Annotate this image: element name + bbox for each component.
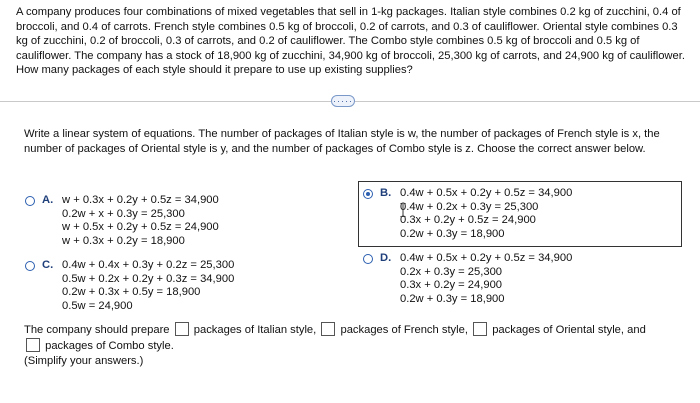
answer-prefix: The company should prepare <box>24 324 170 336</box>
option-letter: D. <box>380 252 392 264</box>
equation-line: w + 0.3x + 0.2y = 18,900 <box>62 234 185 247</box>
equation-line: w + 0.5x + 0.2y + 0.5z = 24,900 <box>62 221 219 233</box>
equation-line: 0.5w + 0.2x + 0.2y + 0.3z = 34,900 <box>62 272 235 285</box>
equation-line: 0.5w = 24,900 <box>62 299 133 312</box>
equation-line: 0.2w + 0.3x + 0.5y = 18,900 <box>62 286 201 298</box>
answer-italian-label: packages of Italian style, <box>193 324 317 336</box>
radio-button-icon[interactable] <box>363 189 373 199</box>
equation-line: 0.4w + 0.5x + 0.2y + 0.5z = 34,900 <box>400 187 573 199</box>
text-cursor-icon <box>400 203 406 217</box>
radio-button-icon[interactable] <box>25 261 35 271</box>
equation-line: 0.2w + x + 0.3y = 25,300 <box>62 207 185 220</box>
option-letter: A. <box>42 194 54 206</box>
equation-system <box>62 194 219 248</box>
equation-line: 0.4w + 0.2x + 0.3y = 25,300 <box>400 200 539 213</box>
equation-line: 0.4w + 0.5x + 0.2y + 0.5z = 34,900 <box>400 252 573 264</box>
question-instructions: Write a linear system of equations. The number of packages of Italian style is w, the number of packages of French style is x, the number of packages of Oriental style is y, and the number of packages of Combo style is z. Choose the correct answer below. <box>24 128 660 155</box>
oriental-answer-input[interactable] <box>473 322 487 336</box>
option-letter: B. <box>380 187 392 199</box>
equation-system <box>400 187 572 241</box>
french-answer-input[interactable] <box>321 322 335 336</box>
radio-button-icon[interactable] <box>363 254 373 264</box>
answer-french-label: packages of French style, <box>340 324 468 336</box>
combo-answer-input[interactable] <box>26 338 40 352</box>
answer-combo-label: packages of Combo style. <box>45 340 174 352</box>
equation-line: 0.2x + 0.3y = 25,300 <box>400 265 503 278</box>
answer-section <box>24 322 684 369</box>
equation-line: 0.2w + 0.3y = 18,900 <box>400 292 505 305</box>
equation-system <box>62 259 234 313</box>
answer-oriental-label: packages of Oriental style, and <box>492 324 646 336</box>
radio-button-icon[interactable] <box>25 196 35 206</box>
equation-line: 0.4w + 0.4x + 0.3y + 0.2z = 25,300 <box>62 259 235 271</box>
option-letter: C. <box>42 259 54 271</box>
more-dots-icon: ····· <box>333 95 353 106</box>
italian-answer-input[interactable] <box>175 322 189 336</box>
problem-statement: A company produces four combinations of mixed vegetables that sell in 1-kg packages. Italian style combines 0.2 kg of zucchini, 0.4 of broccoli, and 0.4 of carrots. French style combines 0.5 kg of broccoli, 0.2 of carrots, and 0.3 of cauliflower. Oriental style combines 0.3 kg of zucchini, 0.2 of broccoli, 0.3 of carrots, and 0.2 of cauliflower. The Combo style combines 0.5 kg of broccoli and 0.5 kg of cauliflower. The company has a stock of 18,900 kg of zucchini, 34,900 kg of broccoli, 25,300 kg of carrots, and 24,900 kg of cauliflower. How many packages of each style should it prepare to use up existing supplies? <box>16 6 685 77</box>
answer-hint: (Simplify your answers.) <box>24 355 144 367</box>
equation-system <box>400 252 572 306</box>
equation-line: w + 0.3x + 0.2y + 0.5z = 34,900 <box>62 194 219 206</box>
equation-line: 0.3x + 0.2y = 24,900 <box>400 279 503 291</box>
expand-more-button[interactable] <box>331 95 355 107</box>
equation-line: 0.2w + 0.3y = 18,900 <box>400 227 505 240</box>
equation-line: 0.3x + 0.2y + 0.5z = 24,900 <box>400 214 536 226</box>
